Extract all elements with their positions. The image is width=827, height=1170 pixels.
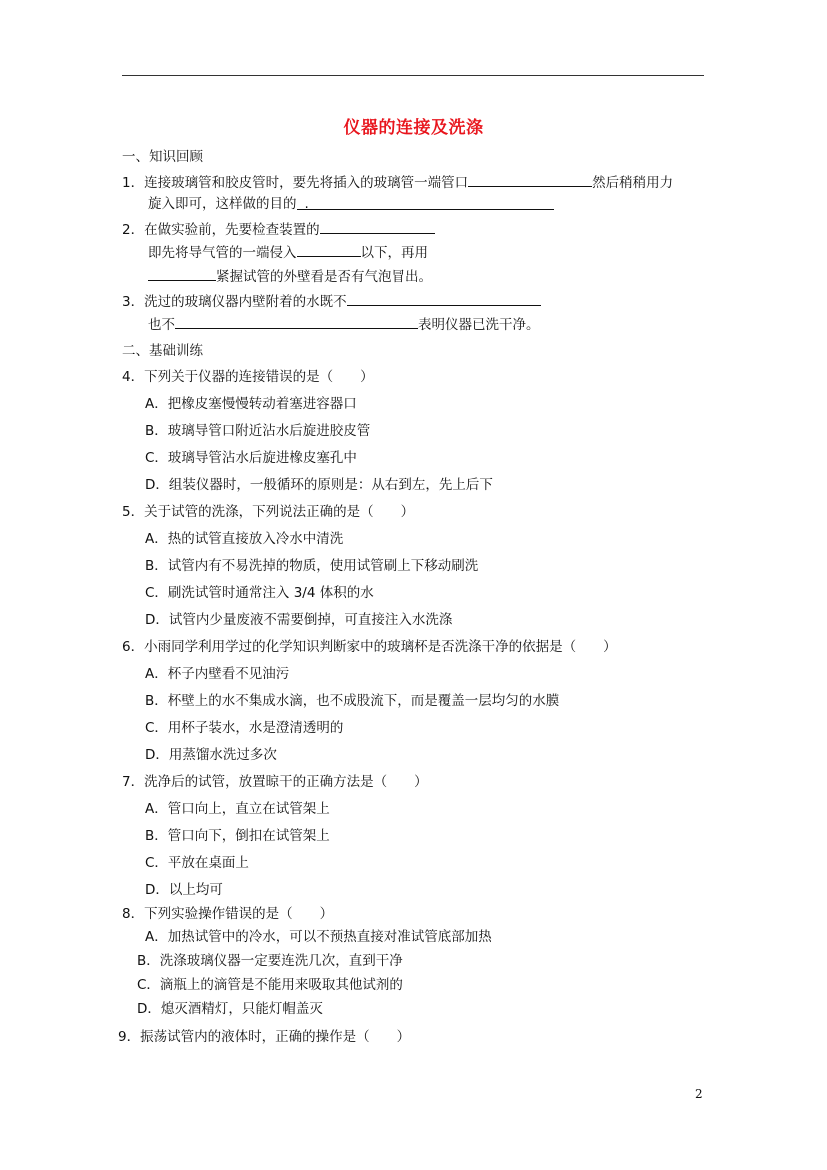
question-5-option-c: C．刷洗试管时通常注入 3/4 体积的水 [145,585,374,601]
section-heading-review: 一、知识回顾 [122,149,203,165]
answer-blank-1a[interactable] [468,172,592,187]
question-2-text-b: 即先将导气管的一端侵入 [148,245,297,261]
question-2-line-2 [148,242,428,262]
question-7-stem: 7．洗净后的试管，放置晾干的正确方法是（ ） [122,774,428,790]
question-2-line-3 [148,266,432,286]
question-2-number: 2． [122,222,145,238]
question-7-option-c: C．平放在桌面上 [145,855,249,871]
question-5-option-b: B．试管内有不易洗掉的物质，使用试管刷上下移动刷洗 [145,558,479,574]
question-8-option-b: B．洗涤玻璃仪器一定要连洗几次，直到干净 [137,953,403,969]
question-4-option-c: C．玻璃导管沾水后旋进橡皮塞孔中 [145,450,357,466]
page-title: 仪器的连接及洗涤 [343,118,484,138]
question-1-text-d: . [304,196,309,212]
question-4-option-a: A．把橡皮塞慢慢转动着塞进容器口 [145,396,357,412]
question-3-text-c: 表明仪器已洗干净。 [418,317,540,333]
question-6-option-a: A．杯子内壁看不见油污 [145,666,290,682]
answer-blank-2a[interactable] [320,219,435,234]
question-8-option-c: C．滴瓶上的滴管是不能用来吸取其他试剂的 [137,977,403,993]
question-6-stem: 6．小雨同学利用学过的化学知识判断家中的玻璃杯是否洗涤干净的依据是（ ） [122,639,617,655]
question-3-text-b: 也不 [148,317,175,333]
question-1-text-b: 然后稍稍用力 [592,175,674,191]
answer-blank-3a[interactable] [347,291,541,306]
question-5-option-d: D．试管内少量废液不需要倒掉，可直接注入水洗涤 [145,612,453,628]
question-3-line-2 [148,314,540,334]
header-rule [122,75,704,76]
answer-blank-1b[interactable] [297,195,554,210]
question-7-option-a: A．管口向上，直立在试管架上 [145,801,330,817]
answer-blank-3b[interactable] [175,314,418,329]
question-2-text-a: 在做实验前，先要检查装置的 [144,222,320,238]
question-7-option-b: B．管口向下，倒扣在试管架上 [145,828,330,844]
question-1-line-2 [148,195,554,213]
question-8-stem: 8．下列实验操作错误的是（ ） [122,906,334,922]
answer-blank-2b[interactable] [297,242,361,257]
question-2-line-1 [122,219,435,239]
question-4-option-b: B．玻璃导管口附近沾水后旋进胶皮管 [145,423,371,439]
question-2-text-d: 紧握试管的外壁看是否有气泡冒出。 [216,269,432,285]
question-6-option-d: D．用蒸馏水洗过多次 [145,747,277,763]
question-3-line-1 [122,291,541,311]
question-1-number: 1． [122,175,145,191]
page-number: 2 [695,1087,703,1101]
question-5-option-a: A．热的试管直接放入冷水中清洗 [145,531,344,547]
question-7-option-d: D．以上均可 [145,882,223,898]
question-4-option-d: D．组装仪器时，一般循环的原则是：从右到左，先上后下 [145,477,493,493]
answer-blank-2c[interactable] [148,266,216,281]
question-1-text-a: 连接玻璃管和胶皮管时，要先将插入的玻璃管一端管口 [144,175,469,191]
question-5-stem: 5．关于试管的洗涤，下列说法正确的是（ ） [122,504,415,520]
question-2-text-c: 以下，再用 [360,245,428,261]
question-1-text-c: 旋入即可，这样做的目的 [148,196,297,212]
question-6-option-b: B．杯壁上的水不集成水滴，也不成股流下，而是覆盖一层均匀的水膜 [145,693,560,709]
question-4-stem: 4．下列关于仪器的连接错误的是（ ） [122,369,374,385]
question-9-stem: 9．振荡试管内的液体时，正确的操作是（ ） [118,1029,411,1045]
section-heading-training: 二、基础训练 [122,343,203,359]
question-8-option-d: D．熄灭酒精灯，只能灯帽盖灭 [137,1001,323,1017]
question-3-number: 3． [122,294,145,310]
question-3-text-a: 洗过的玻璃仪器内壁附着的水既不 [144,294,347,310]
question-6-option-c: C．用杯子装水，水是澄清透明的 [145,720,344,736]
question-8-option-a: A．加热试管中的冷水，可以不预热直接对准试管底部加热 [145,929,492,945]
question-1-line-1 [122,172,673,192]
